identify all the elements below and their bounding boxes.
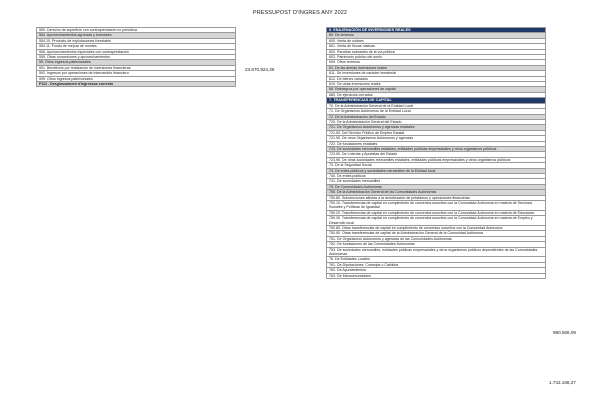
right-table-row-label: 762. De Ayuntamientos [327,268,546,273]
right-table-row-label: 611. De inversiones de carácter inmaterial [327,71,546,76]
right-table-row-label: 721. De Organismos Autónomos y agencias estatales [327,125,546,130]
right-table-row-label: 76. De Entidades Locales [327,257,546,262]
right-table-row-label: 721.00. Del Servicio Público de Empleo Estatal [327,130,546,135]
right-table-row-label: 741. De sociedades mercantiles [327,179,546,184]
left-table-row-label: 591. Beneficios por realización de inversiones financieras [37,65,236,70]
right-amount-2: 1.742.168,27 [549,380,576,385]
right-table-row-label: 6. ENAJENACIÓN DE INVERSIONES REALES [327,28,546,33]
right-table-row-label: 750. De la Administración General de las Comunidades Autónomas [327,190,546,195]
right-table-row-label: 680. De ejercicios cerrados [327,92,546,97]
right-table-row-label: 60. De terrenos [327,33,546,38]
right-table-row-label: 601. Venta de fincas rústicas [327,44,546,49]
right-table-row-label: 612. De bienes variados [327,76,546,81]
left-table-row-label: 550. Derecho de superficie con contraprestación no periódica [37,28,236,33]
right-table-row-label: 603. Patrimonio público del suelo [327,55,546,60]
right-table-row [327,216,546,226]
right-table-row-label: 723. De sociedades mercantiles estatales, entidades públicas empresariales y otros organismos públicos [327,146,546,151]
right-table-row-label: 619. De otras inversiones reales [327,82,546,87]
right-table-row-label: 761. De Diputaciones, Consejos o Cabildos [327,262,546,267]
right-table-row [327,273,546,278]
right-table-row-label: 751. De Organismos Autónomos y agencias de las Comunidades Autónomas [327,236,546,241]
left-table-row-label: 554. Aprovechamientos agrícolas y forestales [37,33,236,38]
right-budget-table [326,27,546,279]
right-table-row-label: 723.90. De otras sociedades mercantiles estatales, entidades públicas empresariales y otros organismos públicos [327,157,546,162]
right-table-row-label: 750.10. Transferencias de capital en cumplimiento de convenios suscritos con la Comunidad Autónoma en materia de Servicios Sociales y Políticas de Igualdad [327,201,546,211]
right-table-row-label: 61. De las demás inversiones reales [327,65,546,70]
left-budget-table [36,27,236,87]
right-table-row-label: 750.30. Transferencias de capital en cumplimiento de convenios suscritos con la Comunidad Autónoma en materia de Empleo y Desarrollo local [327,216,546,226]
right-table-row-label: 721.90. De otros Organismos Autónomos y agencias [327,136,546,141]
right-table-row-label: 750.90. Otras transferencias de capital de la Administración General de la Comunidad Autónoma [327,231,546,236]
right-table-row-label: 72. De la Administración del Estado [327,114,546,119]
right-table-row-label: 763. De Mancomunidades [327,273,546,278]
left-table-row-label: 554.10. Producto de explotaciones forestales [37,38,236,43]
right-table-row [327,247,546,257]
right-table-row-label: 722. De fundaciones estatales [327,141,546,146]
right-table-row-label: 7. TRANSFERENCIAS DE CAPITAL [327,98,546,103]
right-table-row-label: 723.00. De Loterías y Apuestas del Estado [327,152,546,157]
right-table-row-label: 720. De la Administración General del Estado [327,119,546,124]
left-table-row-label: 555. Aprovechamientos especiales con contraprestación [37,49,236,54]
right-table-row-label: 600. Venta de solares [327,38,546,43]
right-table-row-label: 609. Otros terrenos [327,60,546,65]
right-table-row-label: 740. De entes públicos [327,173,546,178]
right-table-row-label: 71. De Organismos Autónomos de la Entidad Local [327,109,546,114]
right-table-row-label: 73. De la Seguridad Social [327,163,546,168]
left-table-row-label: F112 - Desglossament d'ingressos corrents [37,82,236,87]
document-title: PRESSUPOST D'INGRES ANY 2022 [252,10,348,16]
right-table-row-label: 68. Reintegros por operaciones de capital [327,87,546,92]
left-table-row-label: 559. Otras concesiones y aprovechamientos [37,55,236,60]
right-table-row-label: 750.20. Transferencias de capital en cumplimiento de convenios suscritos con la Comunidad Autónoma en materia de Educación [327,210,546,215]
left-total-amount: 23.670.924,35 [245,67,275,72]
left-table-row-label: 592. Ingresos por operaciones de intercambio financiero [37,71,236,76]
left-table-row-label: 554.11. Fondo de mejora de montes [37,44,236,49]
right-table-row-label: 602. Parcelas sobrantes de la vía pública [327,49,546,54]
right-table-row-label: 75. De Comunidades Autónomas [327,184,546,189]
right-table-row-label: 74. De entes públicos y sociedades mercantiles de la Entidad local [327,168,546,173]
right-table-row-label: 750.80. Otras transferencias de capital en cumplimiento de convenios suscritos con la Comunidad Autónoma [327,226,546,231]
left-table-row [37,82,236,87]
right-table-row-label: 750.80. Subvenciones afectas a la amortización de préstamos y operaciones financieras [327,195,546,200]
right-amount-1: 980.506,09 [553,330,576,335]
left-table-row-label: 599. Otros ingresos patrimoniales [37,76,236,81]
left-table-row-label: 59. Otros ingresos patrimoniales [37,60,236,65]
right-table-row [327,201,546,211]
right-table-row-label: 70. De la Administración General de la Entidad Local [327,103,546,108]
right-table-row [327,210,546,215]
right-table-row-label: 753. De sociedades mercantiles, entidades públicas empresariales y otros organismos públicos dependientes de las Comunidades Autónomas [327,247,546,257]
right-table-row-label: 752. De fundaciones de las Comunidades Autónomas [327,242,546,247]
